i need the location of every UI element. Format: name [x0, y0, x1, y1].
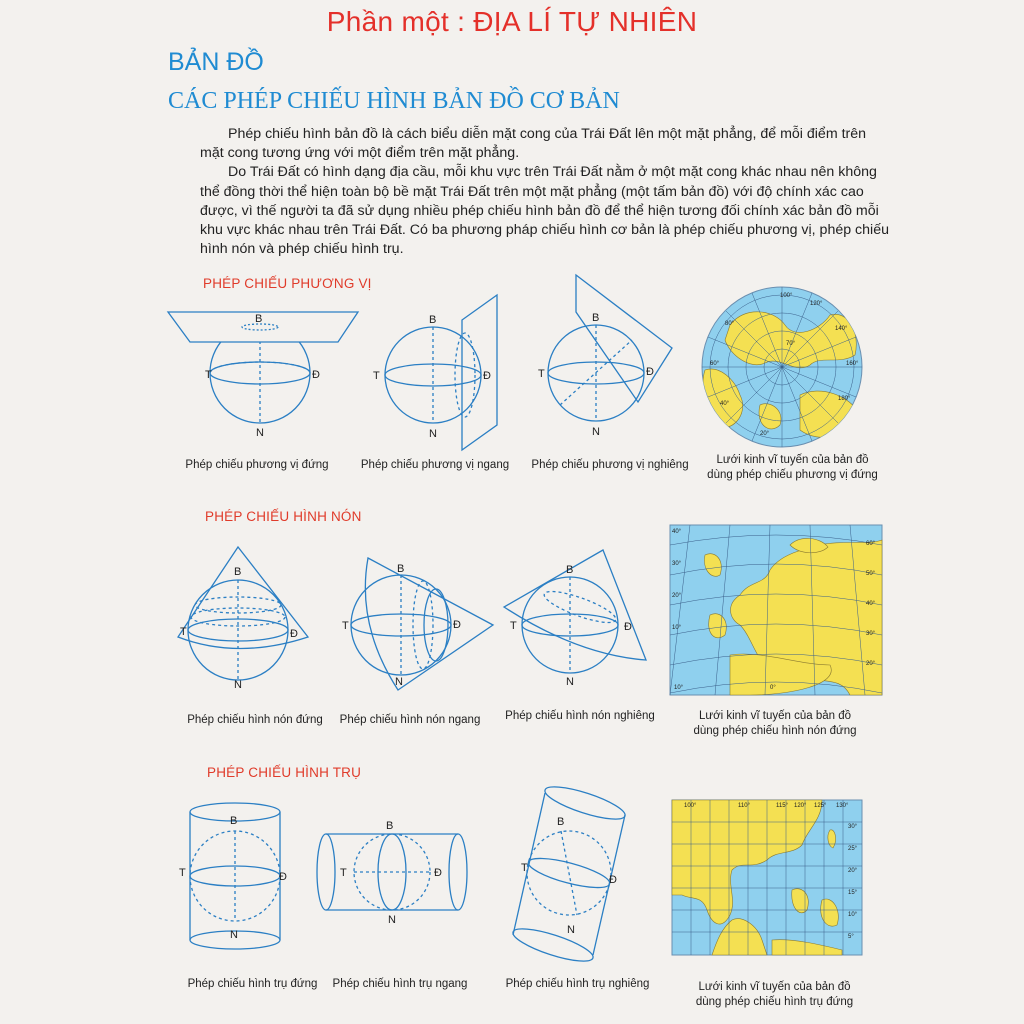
label-east: Đ — [434, 867, 442, 879]
svg-text:80°: 80° — [725, 321, 735, 327]
conic-transverse-figure — [338, 550, 498, 700]
svg-text:120°: 120° — [794, 803, 807, 809]
caption-cylindrical-map: Lưới kinh vĩ tuyến của bản đồ dùng phép chiếu hình trụ đứng — [695, 981, 854, 1008]
label-north: B — [386, 820, 394, 832]
svg-text:10°: 10° — [672, 625, 682, 631]
svg-text:30°: 30° — [672, 561, 682, 567]
label-south: N — [230, 929, 238, 941]
label-south: N — [566, 676, 574, 688]
conic-normal-figure — [175, 545, 320, 695]
svg-text:60°: 60° — [866, 541, 876, 547]
label-west: T — [538, 368, 545, 380]
label-north: B — [234, 566, 242, 578]
svg-text:20°: 20° — [672, 593, 682, 599]
svg-text:40°: 40° — [672, 529, 682, 535]
svg-text:115°: 115° — [776, 803, 788, 809]
label-south: N — [567, 924, 575, 936]
label-south: N — [395, 676, 403, 688]
svg-text:40°: 40° — [866, 601, 876, 607]
label-north: B — [397, 563, 405, 575]
svg-text:120°: 120° — [810, 301, 823, 307]
svg-text:20°: 20° — [848, 868, 858, 874]
subsection-heading: CÁC PHÉP CHIẾU HÌNH BẢN ĐỒ CƠ BẢN — [168, 88, 620, 114]
caption-conic-oblique: Phép chiếu hình nón nghiêng — [505, 710, 655, 722]
svg-text:5°: 5° — [848, 934, 854, 940]
label-west: T — [180, 626, 187, 638]
azimuthal-oblique-figure — [530, 270, 690, 440]
azimuthal-transverse-figure — [365, 290, 515, 455]
conic-oblique-figure — [498, 545, 658, 695]
label-east: Đ — [312, 369, 320, 381]
caption-cylindrical-oblique: Phép chiếu hình trụ nghiêng — [505, 978, 650, 990]
svg-text:40°: 40° — [720, 401, 730, 407]
label-east: Đ — [483, 370, 491, 382]
caption-azimuthal-map: Lưới kinh vĩ tuyến của bản đồ dùng phép chiếu phương vị đứng — [707, 454, 878, 481]
caption-azimuthal-oblique: Phép chiếu phương vị nghiêng — [531, 459, 689, 471]
label-west: T — [521, 862, 528, 874]
cylindrical-section-title: PHÉP CHIẾU HÌNH TRỤ — [207, 765, 362, 780]
caption-azimuthal-transverse: Phép chiếu phương vị ngang — [360, 459, 510, 471]
svg-text:110°: 110° — [738, 803, 750, 809]
svg-text:20°: 20° — [760, 431, 770, 437]
svg-text:10°: 10° — [674, 685, 684, 691]
caption-conic-map: Lưới kinh vĩ tuyến của bản đồ dùng phép chiếu hình nón đứng — [693, 710, 857, 737]
svg-text:30°: 30° — [848, 824, 858, 830]
intro-paragraph-2: Do Trái Đất có hình dạng địa cầu, mỗi khu vực trên Trái Đất nằm ở một mặt cong khác nhau nên không thể đồng thời thể hiện toàn bộ bề mặt Trái Đất trên một mặt phẳng (một tấm bản đồ) với độ chính xác cao được, vì thế người ta đã sử dụng nhiều phép chiếu hình bản đồ để thể hiện tương đối chính xác bản đồ mỗi khu vực khác nhau trên Trái Đất. Có ba phương pháp chiếu hình cơ bản là phép chiếu phương vị, phép chiếu hình nón và phép chiếu hình trụ. — [200, 164, 889, 258]
cylindrical-seasia-map — [672, 800, 862, 955]
cylindrical-transverse-figure — [312, 815, 472, 930]
svg-text:30°: 30° — [866, 631, 876, 637]
svg-text:125°: 125° — [814, 803, 827, 809]
label-west: T — [373, 370, 380, 382]
label-west: T — [205, 369, 212, 381]
label-east: Đ — [453, 619, 461, 631]
caption-conic-transverse: Phép chiếu hình nón ngang — [339, 714, 481, 726]
cylindrical-oblique-figure — [505, 785, 645, 960]
label-west: T — [342, 620, 349, 632]
label-north: B — [230, 815, 238, 827]
cylindrical-normal-figure — [175, 800, 295, 955]
label-north: B — [557, 816, 565, 828]
svg-text:140°: 140° — [835, 326, 848, 332]
caption-cylindrical-normal: Phép chiếu hình trụ đứng — [187, 978, 318, 990]
label-north: B — [255, 313, 263, 325]
label-south: N — [592, 426, 600, 438]
label-west: T — [340, 867, 347, 879]
label-south: N — [388, 914, 396, 926]
azimuthal-normal-figure — [160, 300, 360, 450]
svg-text:50°: 50° — [866, 571, 876, 577]
label-east: Đ — [279, 871, 287, 883]
label-north: B — [566, 564, 574, 576]
part-title: Phần một : ĐỊA LÍ TỰ NHIÊN — [326, 6, 698, 37]
svg-text:0°: 0° — [770, 685, 776, 691]
intro-text — [200, 125, 890, 259]
label-north: B — [429, 314, 437, 326]
label-west: T — [179, 867, 186, 879]
label-north: B — [592, 312, 600, 324]
svg-text:10°: 10° — [848, 912, 858, 918]
svg-text:130°: 130° — [836, 803, 849, 809]
conic-section-title: PHÉP CHIẾU HÌNH NÓN — [205, 509, 362, 524]
caption-cylindrical-transverse: Phép chiếu hình trụ ngang — [332, 978, 468, 990]
label-west: T — [510, 620, 517, 632]
svg-text:100°: 100° — [684, 803, 697, 809]
svg-text:180°: 180° — [838, 396, 851, 402]
svg-text:70°: 70° — [786, 341, 796, 347]
svg-text:160°: 160° — [846, 361, 859, 367]
intro-paragraph-1: Phép chiếu hình bản đồ là cách biểu diễn mặt cong của Trái Đất lên một mặt phẳng, để mỗi điểm trên mặt cong tương ứng với một điểm trên mặt phẳng. — [200, 126, 867, 162]
label-east: Đ — [624, 621, 632, 633]
svg-text:60°: 60° — [710, 361, 720, 367]
caption-conic-normal: Phép chiếu hình nón đứng — [187, 714, 323, 726]
svg-text:15°: 15° — [848, 890, 858, 896]
azimuthal-section-title: PHÉP CHIẾU PHƯƠNG VỊ — [203, 276, 372, 291]
label-east: Đ — [609, 874, 617, 886]
label-south: N — [429, 428, 437, 440]
label-east: Đ — [290, 628, 298, 640]
conic-europe-map — [670, 525, 882, 695]
label-south: N — [234, 679, 242, 691]
label-south: N — [256, 427, 264, 439]
svg-text:25°: 25° — [848, 846, 858, 852]
svg-text:100°: 100° — [780, 293, 793, 299]
svg-text:20°: 20° — [866, 661, 876, 667]
azimuthal-polar-map — [700, 285, 865, 450]
section-heading: BẢN ĐỒ — [168, 48, 264, 76]
caption-azimuthal-normal: Phép chiếu phương vị đứng — [185, 459, 329, 471]
label-east: Đ — [646, 366, 654, 378]
